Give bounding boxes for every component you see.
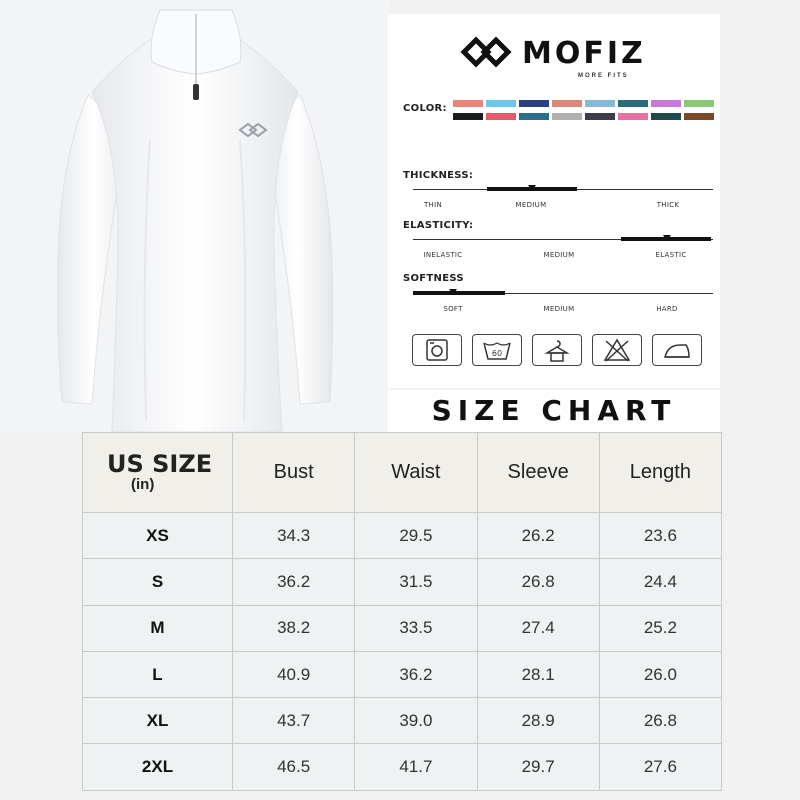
thickness-marker: [528, 185, 536, 191]
shirt-illustration: [0, 0, 390, 432]
measurement-cell: 26.8: [599, 698, 721, 744]
table-row: [83, 513, 722, 559]
color-swatch: [585, 113, 615, 120]
measurement-cell: 40.9: [233, 651, 355, 697]
elasticity-option: MEDIUM: [543, 251, 575, 259]
do-not-bleach-icon: [592, 334, 642, 366]
column-header-sleeve: Sleeve: [477, 433, 599, 513]
color-swatch: [618, 113, 648, 120]
measurement-cell: 26.8: [477, 559, 599, 605]
care-instructions: [412, 334, 702, 366]
size-table: [82, 432, 722, 791]
hang-dry-icon: [532, 334, 582, 366]
unit-label: (in): [131, 475, 155, 493]
brand-name: MOFIZ: [522, 36, 646, 71]
color-swatch: [486, 100, 516, 107]
brand-logo: [460, 30, 670, 80]
color-swatch: [585, 100, 615, 107]
color-swatches: [453, 100, 715, 126]
size-cell: 2XL: [83, 744, 233, 790]
measurement-cell: 29.5: [355, 513, 477, 559]
softness-marker: [449, 289, 457, 295]
thickness-option: MEDIUM: [515, 201, 547, 209]
measurement-cell: 24.4: [599, 559, 721, 605]
measurement-cell: 36.2: [233, 559, 355, 605]
measurement-cell: 46.5: [233, 744, 355, 790]
measurement-cell: 39.0: [355, 698, 477, 744]
iron-icon: [652, 334, 702, 366]
elasticity-label: ELASTICITY:: [403, 220, 474, 231]
us-size-label: US SIZE: [107, 449, 213, 478]
measurement-cell: 27.6: [599, 744, 721, 790]
size-cell: M: [83, 605, 233, 651]
machine-wash-icon: [412, 334, 462, 366]
softness-option: SOFT: [443, 305, 463, 313]
column-header-length: Length: [599, 433, 721, 513]
table-row: [83, 605, 722, 651]
elasticity-marker: [663, 235, 671, 241]
measurement-cell: 38.2: [233, 605, 355, 651]
measurement-cell: 34.3: [233, 513, 355, 559]
softness-option: MEDIUM: [543, 305, 575, 313]
color-swatch: [684, 100, 714, 107]
swatch-row: [453, 113, 715, 120]
column-header-bust: Bust: [233, 433, 355, 513]
size-cell: S: [83, 559, 233, 605]
measurement-cell: 31.5: [355, 559, 477, 605]
color-swatch: [453, 113, 483, 120]
measurement-cell: 29.7: [477, 744, 599, 790]
thickness-scale: [413, 184, 713, 212]
wash-temp-label: 60: [491, 349, 503, 358]
softness-option: HARD: [656, 305, 678, 313]
elasticity-option: ELASTIC: [655, 251, 687, 259]
measurement-cell: 33.5: [355, 605, 477, 651]
product-photo: [0, 0, 390, 432]
table-row: [83, 651, 722, 697]
thickness-option: THICK: [656, 201, 680, 209]
table-row: [83, 698, 722, 744]
color-swatch: [684, 113, 714, 120]
interlocking-knot-icon: [460, 34, 516, 70]
color-label: COLOR:: [403, 103, 447, 114]
measurement-cell: 28.1: [477, 651, 599, 697]
table-header-row: [83, 433, 722, 513]
wash-60-icon: [472, 334, 522, 366]
swatch-row: [453, 100, 715, 107]
measurement-cell: 28.9: [477, 698, 599, 744]
color-swatch: [651, 100, 681, 107]
table-row: [83, 744, 722, 790]
elasticity-option: INELASTIC: [423, 251, 463, 259]
color-swatch: [618, 100, 648, 107]
color-swatch: [519, 100, 549, 107]
size-cell: XS: [83, 513, 233, 559]
softness-range-bar: [413, 291, 505, 295]
softness-label: SOFTNESS: [403, 273, 464, 284]
thickness-label: THICKNESS:: [403, 170, 474, 181]
measurement-cell: 41.7: [355, 744, 477, 790]
brand-tagline: MORE FITS: [578, 73, 629, 79]
color-swatch: [453, 100, 483, 107]
measurement-cell: 26.0: [599, 651, 721, 697]
size-chart-title: SIZE CHART: [388, 390, 720, 432]
size-header-cell: [83, 433, 233, 513]
measurement-cell: 26.2: [477, 513, 599, 559]
measurement-cell: 27.4: [477, 605, 599, 651]
measurement-cell: 25.2: [599, 605, 721, 651]
measurement-cell: 23.6: [599, 513, 721, 559]
color-swatch: [486, 113, 516, 120]
color-swatch: [651, 113, 681, 120]
measurement-cell: 36.2: [355, 651, 477, 697]
thickness-option: THIN: [423, 201, 443, 209]
color-swatch: [552, 113, 582, 120]
table-row: [83, 559, 722, 605]
softness-scale: [413, 288, 713, 316]
column-header-waist: Waist: [355, 433, 477, 513]
measurement-cell: 43.7: [233, 698, 355, 744]
color-swatch: [519, 113, 549, 120]
elasticity-scale: [413, 234, 713, 262]
size-cell: L: [83, 651, 233, 697]
color-swatch: [552, 100, 582, 107]
size-cell: XL: [83, 698, 233, 744]
